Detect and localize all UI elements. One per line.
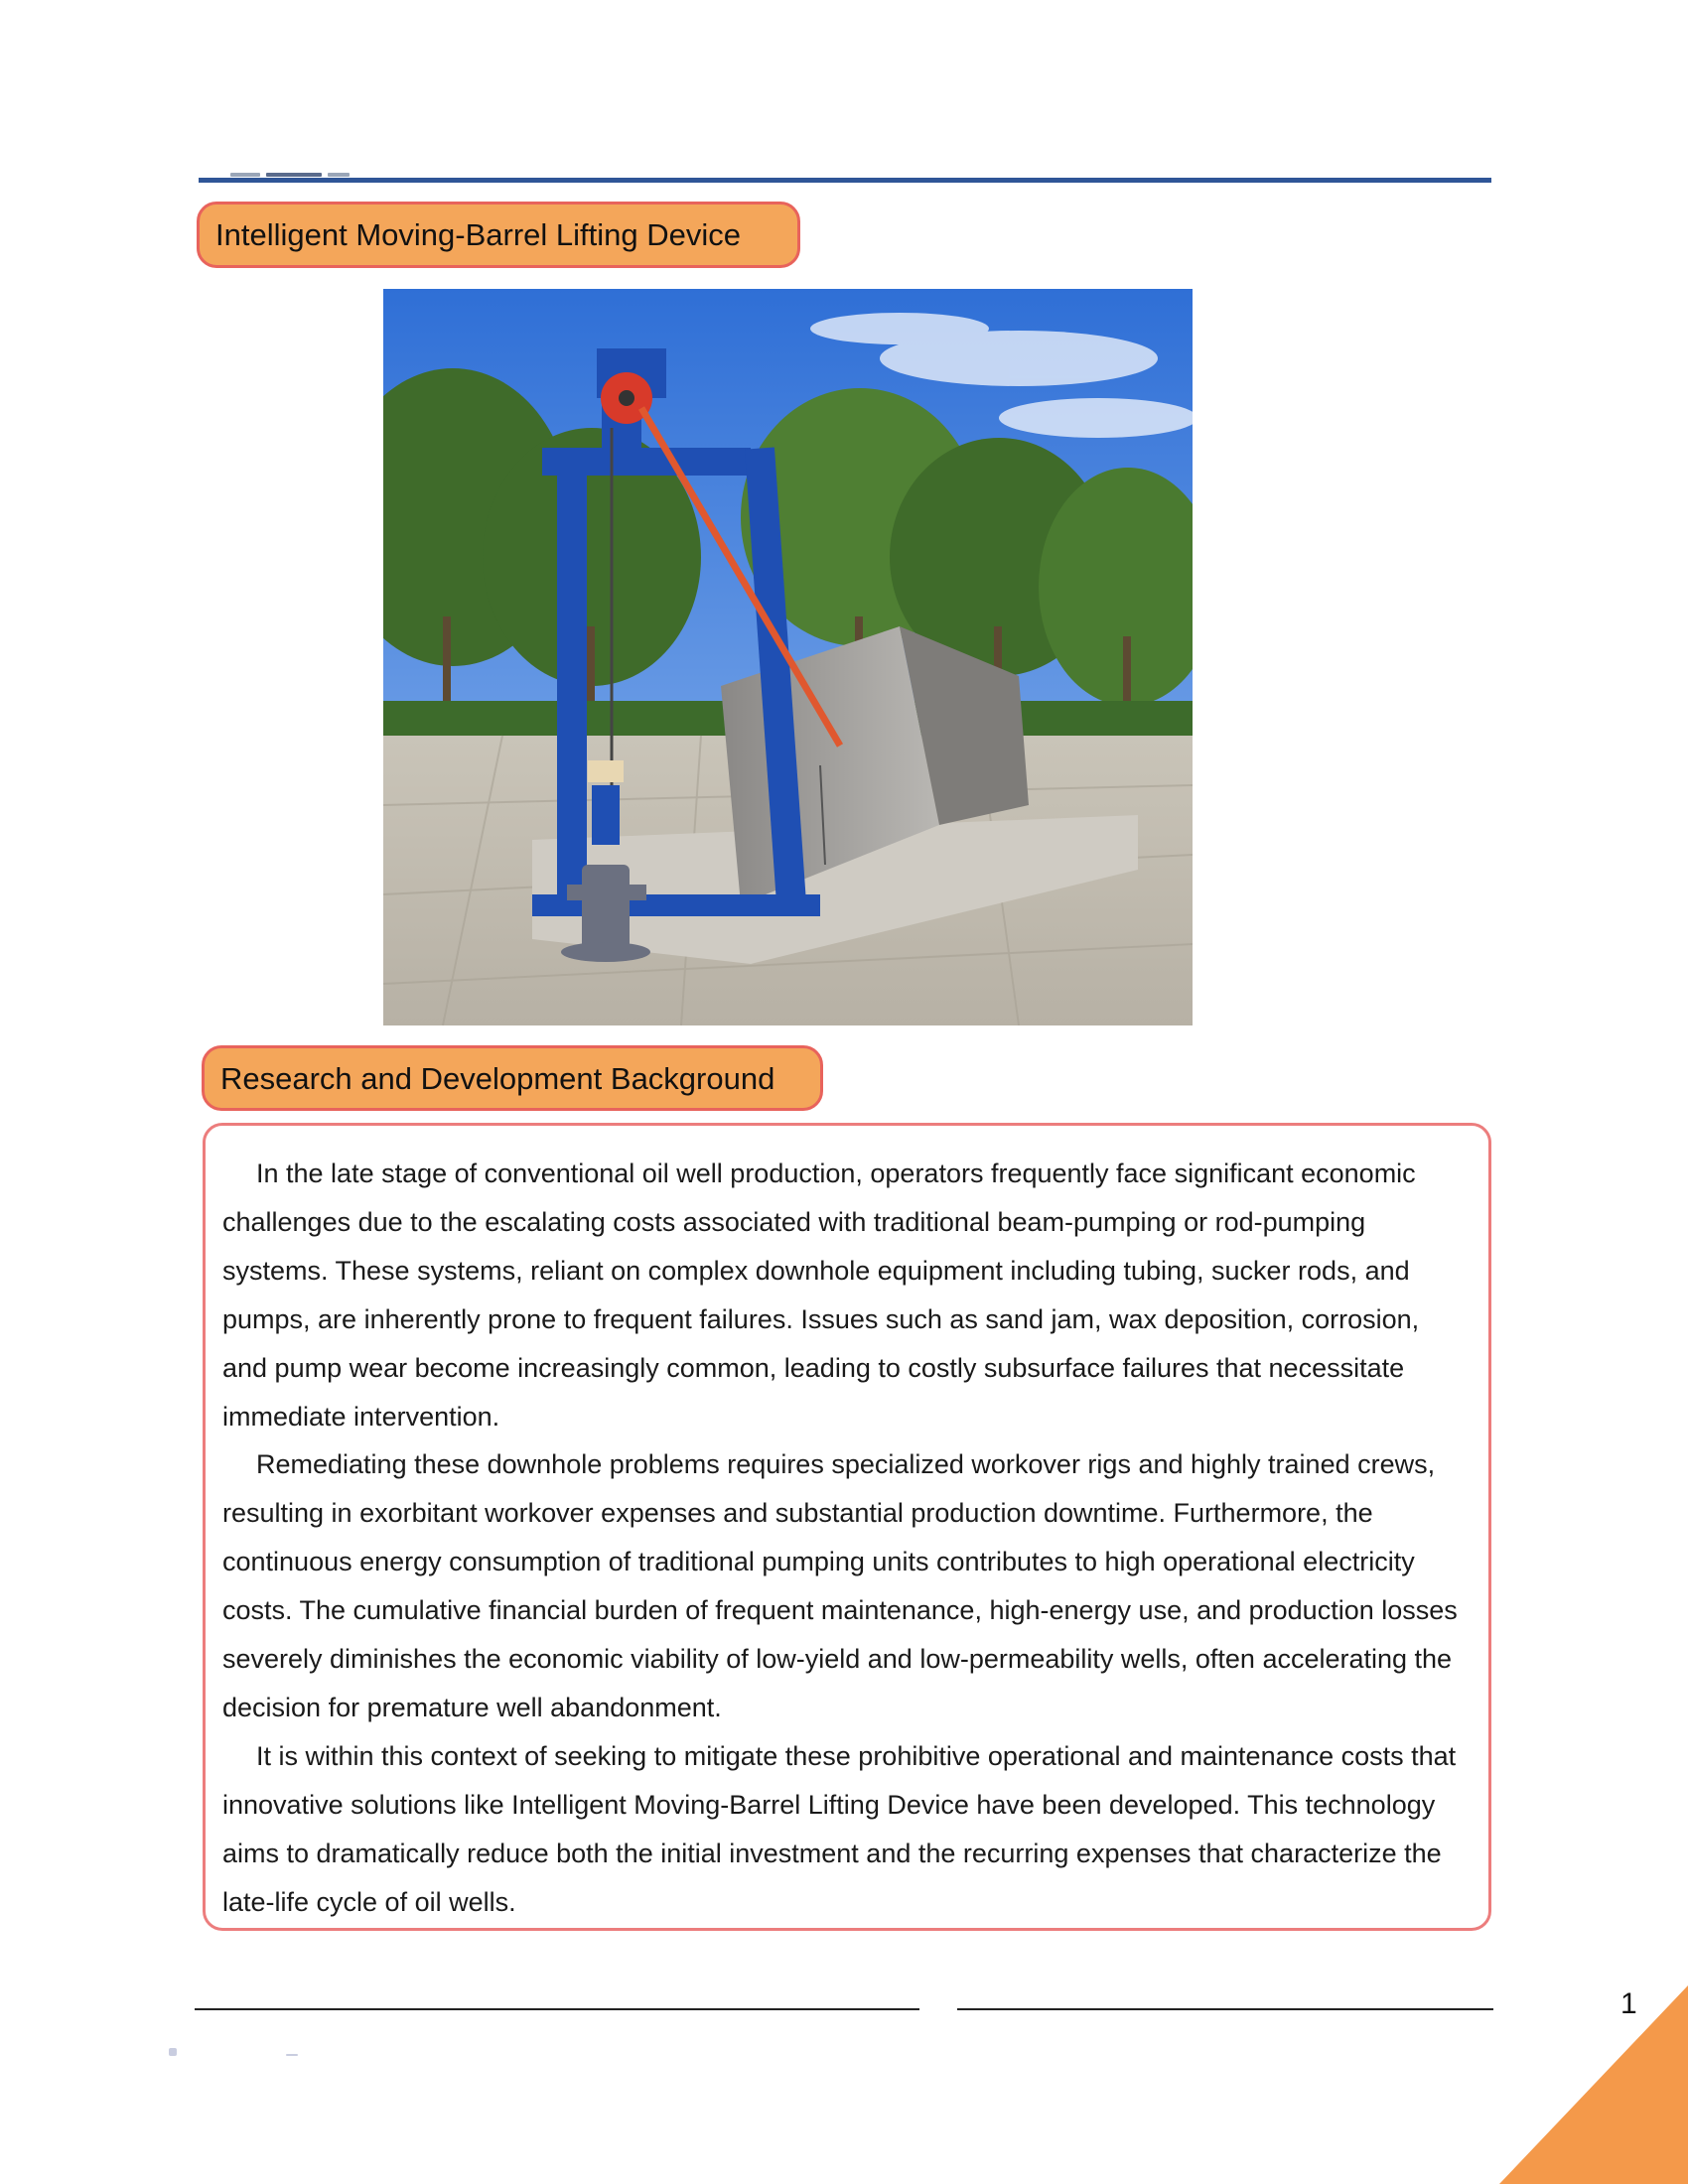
section-title-pill xyxy=(197,202,800,268)
background-paragraph-2: Remediating these downhole problems requires specialized workover rigs and highly trained crews, resulting in exorbitant workover expenses and substantial production downtime. Furthermore, the continuous energy consumption of traditional pumping units contributes to high operational electricity costs. The cumulative financial burden of frequent maintenance, high-energy use, and production losses severely diminishes the economic viability of low-yield and low-permeability wells, often accelerating the decision for premature well abandonment. xyxy=(222,1449,1458,1722)
section-title: Intelligent Moving-Barrel Lifting Device xyxy=(215,217,741,252)
footer-mark xyxy=(169,2048,177,2056)
header-rule xyxy=(199,178,1491,183)
background-paragraph-3: It is within this context of seeking to mitigate these prohibitive operational and maintenance costs that innovative solutions like Intelligent Moving-Barrel Lifting Device have been developed. This technology aims to dramatically reduce both the initial investment and the recurring expenses that characterize the late-life cycle of oil wells. xyxy=(222,1740,1457,1917)
background-paragraph-1: In the late stage of conventional oil well production, operators frequently face significant economic challenges due to the escalating costs associated with traditional beam-pumping or rod-pumping systems. These systems, reliant on complex downhole equipment including tubing, sucker rods, and pumps, are inherently prone to frequent failures. Issues such as sand jam, wax deposition, corrosion, and pump wear become increasingly common, leading to costly subsurface failures that necessitate immediate intervention. xyxy=(222,1159,1420,1432)
background-heading-pill xyxy=(202,1045,823,1111)
header-logo-mark xyxy=(230,173,363,179)
page-number: 1 xyxy=(1620,1987,1637,2020)
footer-rule-right xyxy=(957,2008,1493,2010)
device-photo xyxy=(383,289,1193,1025)
page-corner-decoration xyxy=(1499,1985,1688,2184)
background-heading: Research and Development Background xyxy=(220,1060,775,1096)
footer-rule-left xyxy=(195,2008,919,2010)
background-text-box xyxy=(203,1123,1491,1931)
footer-mark xyxy=(286,2054,298,2056)
